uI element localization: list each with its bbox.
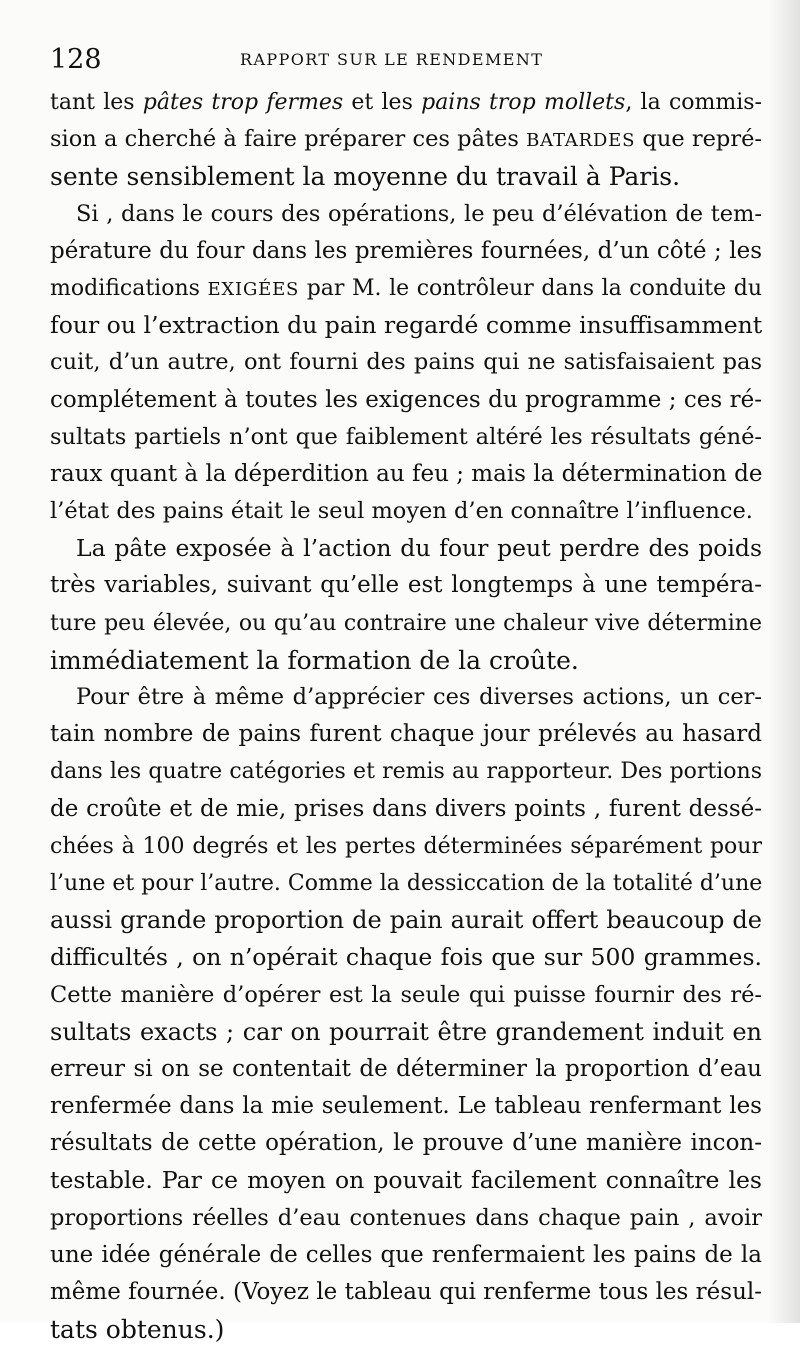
text-line: four ou l’extraction du pain regardé comme insuffisamment [50, 311, 763, 340]
text-line: difficultés , on n’opérait chaque fois que sur 500 grammes. [50, 943, 762, 972]
text-line: renfermée dans la mie seulement. Le tableau renfermant les [50, 1093, 762, 1120]
text-line: tant les pâtes trop fermes et les pains trop mollets, la commis- [50, 90, 762, 115]
text-line: Cette manière d’opérer est la seule qui puisse fournir des ré- [50, 981, 762, 1008]
text-line: même fournée. (Voyez le tableau qui renferme tous les résul- [50, 1279, 763, 1305]
text-line: raux quant à la déperdition au feu ; mais la détermination de [50, 460, 763, 487]
text-line: complétement à toutes les exigences du programme ; ces ré- [50, 386, 762, 413]
text-line: sultats partiels n’ont que faiblement altéré les résultats géné- [50, 423, 762, 450]
body-text [50, 84, 762, 1348]
text-line: proportions réelles d’eau contenues dans chaque pain , avoir [50, 1204, 762, 1231]
text-line: aussi grande proportion de pain aurait offert beaucoup de [50, 906, 762, 935]
text-line: cuit, d’un autre, ont fourni des pains qui ne satisfaisaient pas [50, 349, 762, 376]
running-head: RAPPORT SUR LE RENDEMENT [240, 50, 544, 69]
text-line: testable. Par ce moyen on pouvait facilement connaître les [50, 1166, 762, 1195]
text-line: l’état des pains était le seul moyen d’en connaître l’influence. [50, 498, 753, 525]
page-edge-shadow [768, 0, 800, 1323]
text-line: Si , dans le cours des opérations, le peu d’élévation de tem- [76, 200, 762, 227]
text-line: immédiatement la formation de la croûte. [50, 645, 579, 675]
text-line: ture peu élevée, ou qu’au contraire une chaleur vive détermine [50, 610, 762, 636]
text-line: sente sensiblement la moyenne du travail à Paris. [50, 162, 681, 192]
text-line: résultats de cette opération, le prouve d’une manière incon- [50, 1130, 762, 1157]
text-line: Pour être à même d’apprécier ces diverses actions, un cer- [76, 684, 762, 710]
page-number: 128 [50, 44, 102, 75]
text-line: une idée générale de celles que renfermaient les pains de la [50, 1241, 762, 1268]
text-line: tain nombre de pains furent chaque jour prélevés au hasard [50, 721, 762, 748]
text-line: l’une et pour l’autre. Comme la dessiccation de la totalité d’une [50, 870, 763, 896]
text-line: chées à 100 degrés et les pertes déterminées séparément pour [50, 833, 762, 859]
text-line: de croûte et de mie, prises dans divers points , furent dessé- [50, 795, 762, 822]
text-line: erreur si on se contentait de déterminer la proportion d’eau [50, 1055, 762, 1082]
text-line: pérature du four dans les premières fournées, d’un côté ; les [50, 237, 762, 264]
text-line: tats obtenus.) [50, 1315, 225, 1345]
text-line: très variables, suivant qu’elle est longtemps à une tempéra- [50, 572, 762, 599]
text-line: sion a cherché à faire préparer ces pâtes BATARDES que repré- [50, 126, 762, 153]
page-header [50, 44, 750, 78]
text-line: dans les quatre catégories et remis au rapporteur. Des portions [50, 759, 762, 785]
text-line: sultats exacts ; car on pourrait être grandement induit en [50, 1017, 762, 1046]
text-line: La pâte exposée à l’action du four peut perdre des poids [76, 534, 762, 563]
text-line: modifications EXIGÉES par M. le contrôleur dans la conduite du [50, 275, 762, 301]
